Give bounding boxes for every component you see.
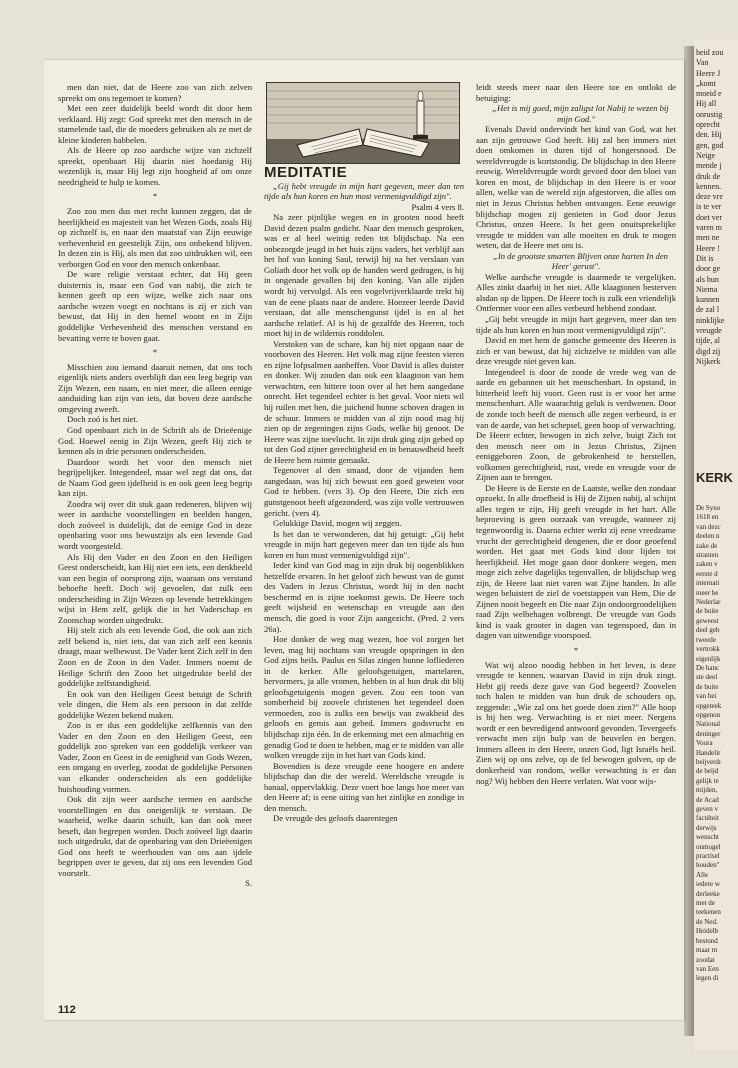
text-fragment: houden" — [696, 861, 720, 870]
text-fragment: vertrokk — [696, 645, 720, 654]
text-fragment: bestond — [696, 936, 718, 945]
text-fragment: doet ver — [696, 212, 722, 222]
text-fragment: gelijk te — [696, 776, 719, 785]
text-fragment: deel geb — [696, 626, 720, 635]
text-fragment: internati — [696, 579, 720, 588]
text-fragment: Alle — [696, 870, 709, 879]
paragraph: Is het dan te verwonderen, dat hij getuigt: „Gij hebt vreugde in mijn hart gegeven meer dan ten tijde als hun koren en hun most vermenigvuldigd zijn". — [264, 528, 464, 560]
text-fragment: zaken v — [696, 560, 718, 569]
text-fragment: beijverdı — [696, 757, 721, 766]
paragraph: De vreugde des geloofs daarentegen — [273, 813, 398, 824]
text-fragment: Van — [696, 58, 709, 68]
section-divider: * — [152, 191, 158, 202]
text-fragment: onrustig — [696, 109, 723, 119]
paragraph: Verstoken van de schare, kan hij niet opgaan naar de voorhoven des Heeren. Het volk mag zijne feesten vieren en zijne lofpsalmen aanheffen. Voor David is alles duister en donker. Wij zouden dan ook een klaagtoon van hem verwachten, een bittere toon over al het hem aangedane onrecht. Het tegendeel echter is het geval. Voor niets wil hij ruilen met hen, die juichend hunne schoven dragen in de schuur. Immers te midden van al zijn nood mag hij zien op de zegeningen zijns Gods, welke hij genoot. De Heere was zijne toevlucht. In zijn druk ging zijn gebed op tot den God zijner gerechtigheid en in benauwdheid heeft de Heere hem ruimte gemaakt. — [264, 338, 464, 465]
text-fragment: door ge — [696, 264, 721, 274]
text-fragment: Dit is — [696, 253, 714, 263]
section-divider: * — [152, 347, 158, 358]
verse-text: „Gij hebt vreugde in mijn hart gegeven, meer dan ten tijde als hun koren en hun most vermenigvuldigd zijn". — [264, 180, 464, 202]
paragraph: Als de Heere op zoo aardsche wijze van zichzelf spreekt, openbaart Hij daarin niet hoedanig Hij wezenlijk is, maar Hij legt zijn hoogheid af om onze needrigheid te hulp te komen. — [58, 145, 252, 187]
column-3 — [476, 82, 676, 786]
text-fragment: heid zou — [696, 48, 724, 57]
paragraph: Tegenover al den smaad, door de vijanden hem aangedaan, was hij zich bewust een goed geweten voor God te hebben. (vers 3). Op den Heere, Die zich een gunstgenoot heeft afgezonderd, was zijn volle vertrouwen gericht. (vers 4). — [264, 465, 464, 518]
text-fragment: de buite — [696, 682, 719, 691]
text-fragment: deelen n — [696, 532, 720, 541]
adjacent-heading: KERK — [696, 470, 733, 485]
adjacent-text-bottom — [696, 504, 736, 984]
meditation-illustration — [266, 82, 460, 164]
paragraph: Als Hij den Vader en den Zoon en den Heiligen Geest onderscheidt, kan Hij niet een iets, een denkbeeld van een begin of oorsprong zijn, waaraan ons verstand behoefte heeft. Doch wij gevoelen, dat zulk een onderscheiding in Zijn Wezen op levende betrekkingen wijst in Hem zelf, gelijk die in het Vaderschap en Zoonschap worden uitgedrukt. — [58, 551, 252, 625]
paragraph: Doch zoó is het niet. — [67, 414, 138, 425]
text-fragment: geweest — [696, 616, 719, 625]
text-fragment: de Acad — [696, 795, 719, 804]
paragraph: De Heere is de Eerste en de Laatste, welke den zondaar opzoekt. In alle droefheid is Hij de Zijnen nabij, al schijnt alles tegen te zijn, Hij geeft vreugde in het hart. Alle beproeving is geen oorzaak van vreugde, wanneer zij tegenwoordig is. Daarna echter werkt zij eene vreedzame vrucht der gerechtigheid dengenen, die er door geoefend worden. Het gaat met Gods kind door lijden tot heerlijkheid. Het moge gaan door donkere wegen, men moge zich zelve dagelijks tegenvallen, de blijdschap weg zijn, de Heere laat niet varen wat Zijne handen. In alle wegen beluistert de ziel de voetstappen van Hem, Die de Zijnen nooit begeeft en Die naar Zijn ondoorgrondelijken raad Zijn welbehagen volbrengt. De vreugde van Gods kind is vaak grooter in dagen van tegenspoed, dan in dagen van uitwendige voorspoed. — [476, 482, 676, 641]
text-fragment: men ne — [696, 233, 720, 243]
text-fragment: van hei — [696, 692, 717, 701]
adjacent-text-top — [696, 48, 736, 367]
text-fragment: teekenen — [696, 908, 721, 917]
text-fragment: Nederlar — [696, 598, 721, 607]
text-fragment: Voora — [696, 739, 713, 748]
paragraph: leidt steeds meer naar den Heere toe en ontlokt de betuiging: — [476, 82, 676, 103]
text-fragment: van Een — [696, 964, 719, 973]
text-fragment: als hun — [696, 274, 719, 284]
text-fragment: derleeke — [696, 889, 720, 898]
paragraph: Zoo zou men dus met recht kunnen zeggen, dat de heerlijkheid en majesteit van het Wezen Gods, zoals Hij op zichzelf is, en naar den maatstaf van Zijn eeuwige verhevenheid en geestelijk Zijn, ons onbekend blijven. In dezen zin is Hij, als men dat zoo uitdrukken wil, een verborgen God en voor den mensch onkenbaar. — [58, 206, 252, 269]
text-fragment: vreugde — [696, 326, 722, 336]
text-fragment: Niema — [696, 284, 718, 294]
paragraph: Hoe donker de weg mag wezen, hoe vol zorgen het leven, mag hij nochtans van vreugde opspringen in den God zijns heils. Paulus en Silas zingen hunne lofliederen in de kerker. Alle geloofsgetuigen, martelaren, hervormers, ja alle vromen, hebben in al hun druk dit blij geloofsgetuigenis mogen geven. Zou een toon van somberheid bij zoovele christenen het tegendeel doen vermoeden, zoo is zulks een bewijs van zwakheid des geloofs en gemis aan gebed. Immers godsvrucht en blijdschap zijn één. In de erkenning met een almachtig en genadig God te doen te hebben, mag er te midden van alle wolken vreugde zijn in het hart van Gods kind. — [264, 634, 464, 761]
text-fragment: kunnen — [696, 295, 720, 305]
adjacent-page-edge — [694, 40, 738, 1050]
text-fragment: „komt — [696, 78, 716, 88]
text-fragment: is te ver — [696, 202, 722, 212]
section-divider: * — [573, 644, 579, 655]
text-fragment: den. Hij — [696, 130, 722, 140]
paragraph: Daardoor wordt het voor den mensch niet begrijpelijker. Integendeel, maar wel zegt dat ons, dat de Naam God geen ijdelheid is en ook geen leeg begrip kan zijn. — [58, 456, 252, 499]
text-fragment: van dezc — [696, 522, 721, 531]
text-fragment: mijden, — [696, 786, 718, 795]
text-fragment: de buite — [696, 607, 719, 616]
meditation-title: MEDITATIE — [264, 164, 348, 181]
paragraph: Hij stelt zich als een levende God, die ook aan zich zelf bekend is, niet iets, dat van zich zelf een kennis draagt, maar welbewust. De Vader kent Zich zelf in den Zoon en de Zoon in den Vader. Immers noemt de Heilige Schrift den Zoon het uitgedrukte beeld der goddelijke zelfstandigheid. — [58, 625, 252, 689]
text-fragment: met de — [696, 899, 715, 908]
text-fragment: iedere w — [696, 880, 720, 889]
text-fragment: de zal l — [696, 305, 720, 315]
text-fragment: varen m — [696, 223, 722, 233]
text-fragment: mende j — [696, 161, 722, 171]
text-fragment: moeid e — [696, 89, 722, 99]
paragraph: Misschien zou iemand daaruit nemen, dat ons toch eigenlijk niets anders overblijft dan een leeg begrip van Zijn Wezen, een naam, en niet meer, die alleen eenige aanduiding kan zijn van iets, dat boven deze aardsche omgeving zweeft. — [58, 361, 252, 414]
paragraph: Met een zeer duidelijk beeld wordt dit door hem verklaard. Hij zegt: God spreekt met den mensch in de stamelende taal, die de moeders gebruiken als ze met de kleine kinderen babbelen. — [58, 103, 252, 145]
text-fragment: eigenlijk — [696, 654, 721, 663]
text-fragment: deninger — [696, 729, 721, 738]
paragraph: David en met hem de gansche gemeente des Heeren is zich er van bewust, dat hij zichzelve te midden van alle deze vreugde niet geven kan. — [476, 335, 676, 367]
text-fragment: tweede — [696, 635, 716, 644]
text-fragment: Nijkerk — [696, 356, 721, 366]
paragraph: Welke aardsche vreugde is daarmede te vergelijken. Alles zinkt daarbij in het niet. Alle klaagtonen besterven alsdan op de lippen. De Heere toch is zulk een vriendelijk Ontfermer voor een alles verbeurd hebbend zondaar. — [476, 271, 676, 314]
text-fragment: Hij all — [696, 99, 717, 109]
text-fragment: National — [696, 720, 721, 729]
text-fragment: geven v — [696, 805, 718, 813]
paragraph: Zoo is er dus een goddelijke zelfkennis van den Vader en den Zoon en den Heiligen Geest, een goddelijk zoo spreken van een goddelijk verkeer van Vader, Zoon en Geest in de eenigheid van Gods Wezen, een omgang en overleg, zoodat de goddelijke Personen van elkander onderscheiden als een goddelijke huishouding vormen. — [58, 720, 252, 794]
page-number: 112 — [58, 1004, 76, 1016]
paragraph: En ook van den Heiligen Geest betuigt de Schrift vele dingen, die Hem als een persoon in dat zelfde goddelijke Wezen bekend maken. — [58, 688, 252, 720]
text-fragment: de beijd — [696, 767, 719, 776]
text-fragment: Handelir — [696, 748, 721, 757]
text-fragment: opgenon — [696, 710, 721, 719]
text-fragment: Heidelb — [696, 927, 719, 936]
text-fragment: 1618 en — [696, 513, 719, 522]
text-fragment: zoodat — [696, 955, 715, 964]
text-fragment: opgeteek — [696, 701, 722, 710]
page-gutter — [684, 46, 694, 1036]
text-fragment: druk de — [696, 171, 721, 181]
text-fragment: practisel — [696, 852, 720, 861]
text-fragment: Neige — [696, 150, 716, 160]
paragraph: De ware religie verstaat echter, dat Hij geen duisternis is, maar een God van nabij, die zich te kennen geeft op een wijze, welke zich naar ons aardsche wezen voegt en nochtans is zij er zich van bewust, dat Hij in den hemel woont en in Zijn goddelijke Verhevenheid des menschen verstand en bevatting verre te boven gaat. — [58, 269, 252, 343]
paragraph: Wat wij alzoo noodig hebben in het leven, is deze vreugde te kennen, waarvan David in zijn druk zingt. Hebt gij reeds deze gave van God begeerd? Zoovelen toch halen te midden van hun druk de schouders op, zeggende: „Wie zal ons het goede doen zien?" Alle hoop is bij hen weg. Verwachting is er niet meer. Nergens wordt er een bevredigend antwoord gevonden. Tevergeefs verwacht men zijn hulp van de heuvelen en bergen. Immers alleen in den Heere, onzen God, ligt Israëls heil. Zien wij op ons zelve, op de fel bewogen golven, op de donkerheid van rondom, welke verwachting is er dan nog? Wij hebben den Heere verlaten. Wat voor wijs- — [476, 659, 676, 786]
paragraph: Bovendien is deze vreugde eene hoogere en andere blijdschap dan die der wereld. Wereldsche vreugde is banaal, oppervlakkig. Deze voert hoe langs hoe meer van den Heere af; is eene uiting van het zinlijke en zondige in den mensch. — [264, 760, 464, 813]
text-fragment: maar m — [696, 946, 718, 955]
text-fragment: legen di — [696, 974, 719, 983]
text-fragment: zake de — [696, 541, 718, 550]
paragraph: men dan niet, dat de Heere zoo van zich zelven spreekt om ons tegemoet te komen? — [58, 82, 252, 103]
text-fragment: wenscht — [696, 833, 719, 842]
text-fragment: faculteit — [696, 814, 719, 823]
text-fragment: Heere ! — [696, 243, 720, 253]
text-fragment: deze vre — [696, 192, 723, 202]
author-signature: S. — [245, 878, 252, 889]
column-2-body — [264, 212, 464, 824]
text-fragment: De hanc — [696, 663, 720, 672]
magazine-page — [44, 60, 684, 1020]
paragraph: „Gij hebt vreugde in mijn hart gegeven, meer dan ten tijde als hun koren en hun most vermenigvuldigd zijn". — [476, 314, 676, 335]
hymn-quote: „In de grootste smarten Blijven onze harten In den Heer' gerust". — [493, 250, 668, 272]
paragraph: Ieder kind van God mag in zijn druk bij oogenblikken hetzelfde ervaren. In het geloof zich bewust van de gunst des Vaders in Jezus Christus, wordt hij in den nacht beschermd en is zijne toekomst gewis. De Heere toch geeft wijsheid en wetenschap en vreugde aan den mensch, die goed is voor Zijn aangezicht. (Pred. 2 vers 26a). — [264, 560, 464, 634]
paragraph: Zoodra wij over dit stuk gaan redeneren, blijven wij weer in aardsche voorstellingen en beelden hangen, doch zoóveel is duidelijk, dat de eenige God in deze openbaring voor ons bewustzijn als een levende God wordt voorgesteld. — [58, 498, 252, 551]
text-fragment: ste deel — [696, 673, 718, 682]
paragraph: Gelukkige David, mogen wij zeggen. — [273, 518, 402, 529]
text-fragment: ninklijke — [696, 315, 725, 325]
paragraph: Ook dit zijn weer aardsche termen en aardsche voorstellingen en dus oneigenlijk te verstaan. De waarheid, welke daarin schuilt, kan dan ook meer beseft, dan begrepen worden. Doch zoóveel ligt daarin toch uitgedrukt, dat de openbaring van den Drieëenigen God ons heeft te weerhouden van ons aan ijdele begrippen over te geven, dat zij ons een levenden God voorstelt. — [58, 794, 252, 878]
text-fragment: stranten — [696, 551, 719, 560]
text-fragment: tijde, al — [696, 336, 720, 346]
paragraph: Integendeel is door de zonde de vrede weg van de aarde en gebannen uit het menschenhart. In opstand, in bitterheid leeft hij voort. Geen rust is er voor het arme menschenhart. Alle waarachtig geluk is verdwenen. Door de zonde toch heeft de mensch alle zegen verbeurd, is er van de aarde, van het schepsel, geen hoop of verwachting. De Heere echter, bewogen in zich zelve, buigt Zich tot den mensch neer om in Jezus Christus, Zijnen eeniggeboren Zoon, de gebrokenheid te herstellen, volkomen gerechtigheid, rust, vrede en vreugde voor de Zijnen aan te brengen. — [476, 366, 676, 483]
text-fragment: Heere J — [696, 68, 721, 78]
text-fragment: gen, god — [696, 140, 724, 150]
text-fragment: de Ned. — [696, 917, 718, 926]
text-fragment: derwijs — [696, 823, 717, 832]
hymn-quote: „Het is mij goed, mijn zaligst lot Nabij te wezen bij mijn God." — [492, 103, 669, 124]
paragraph: Evenals David ondervindt het kind van God, wat het aan zijn getrouwe God heeft. Hij zal hen immers niet doen omkomen in duren tijd of hongersnood. De wereldvreugde is kortstondig. De blijdschap in den Heere eeuwig. Wereldvreugde wordt gevoed door den bloei van koren en most, de blijdschap in den Heere is er voor allen, welke van de wereld zijn afgestorven, die alles om niet in Jezus Christus hebben ontvangen. Eene eeuwige blijdschap mogen zij genieten in God door Jezus Christus, onzen Heere. Is het geen onuitsprekelijke vreugde te midden van alle moeiten en druk te mogen weten, dat de Heere met ons is. — [476, 124, 676, 251]
text-fragment: eerste d — [696, 569, 718, 578]
paragraph: Na zeer pijnlijke wegen en in grooten nood heeft David dezen psalm gedicht. Naar den mensch gesproken, was er al heel weinig reden tot blijdschap. Na een onbezorgde jeugd in het huis zijns vaders, het verblijf aan het hof van koning Saul, terwijl hij na het verslaan van Goliath door het volk op de handen werd gedragen, is hij in ongenade gevallen bij den koning. Van alle zijden wordt hij vervolgd. Als een vogelvrijverklaarde trekt hij van de eene plaats naar de andere. Hoezeer leerde David verstaan, dat alle menschengunst ijdel is en al het aardsche relatief. Al is hij de gezalfde des Heeren, toch moet hij in de wildernis ronddolen. — [264, 212, 464, 339]
paragraph: God openbaart zich in de Schrift als de Drieëenige God. Hoewel eenig in Zijn Wezen, geeft Hij zich te kennen als in drie personen onderscheiden. — [58, 424, 252, 457]
column-2 — [264, 82, 464, 824]
text-fragment: meer be — [696, 588, 719, 597]
text-fragment: De Syno — [696, 504, 721, 512]
text-fragment: kennen. — [696, 181, 722, 191]
meditation-verse — [264, 181, 464, 213]
text-fragment: digd zij — [696, 346, 721, 356]
text-fragment: onmogel — [696, 842, 721, 851]
column-1 — [58, 82, 252, 889]
text-fragment: oprecht — [696, 120, 720, 130]
open-bible-candle-icon — [267, 83, 459, 163]
verse-reference: Psalm 4 vers 8. — [411, 201, 464, 212]
